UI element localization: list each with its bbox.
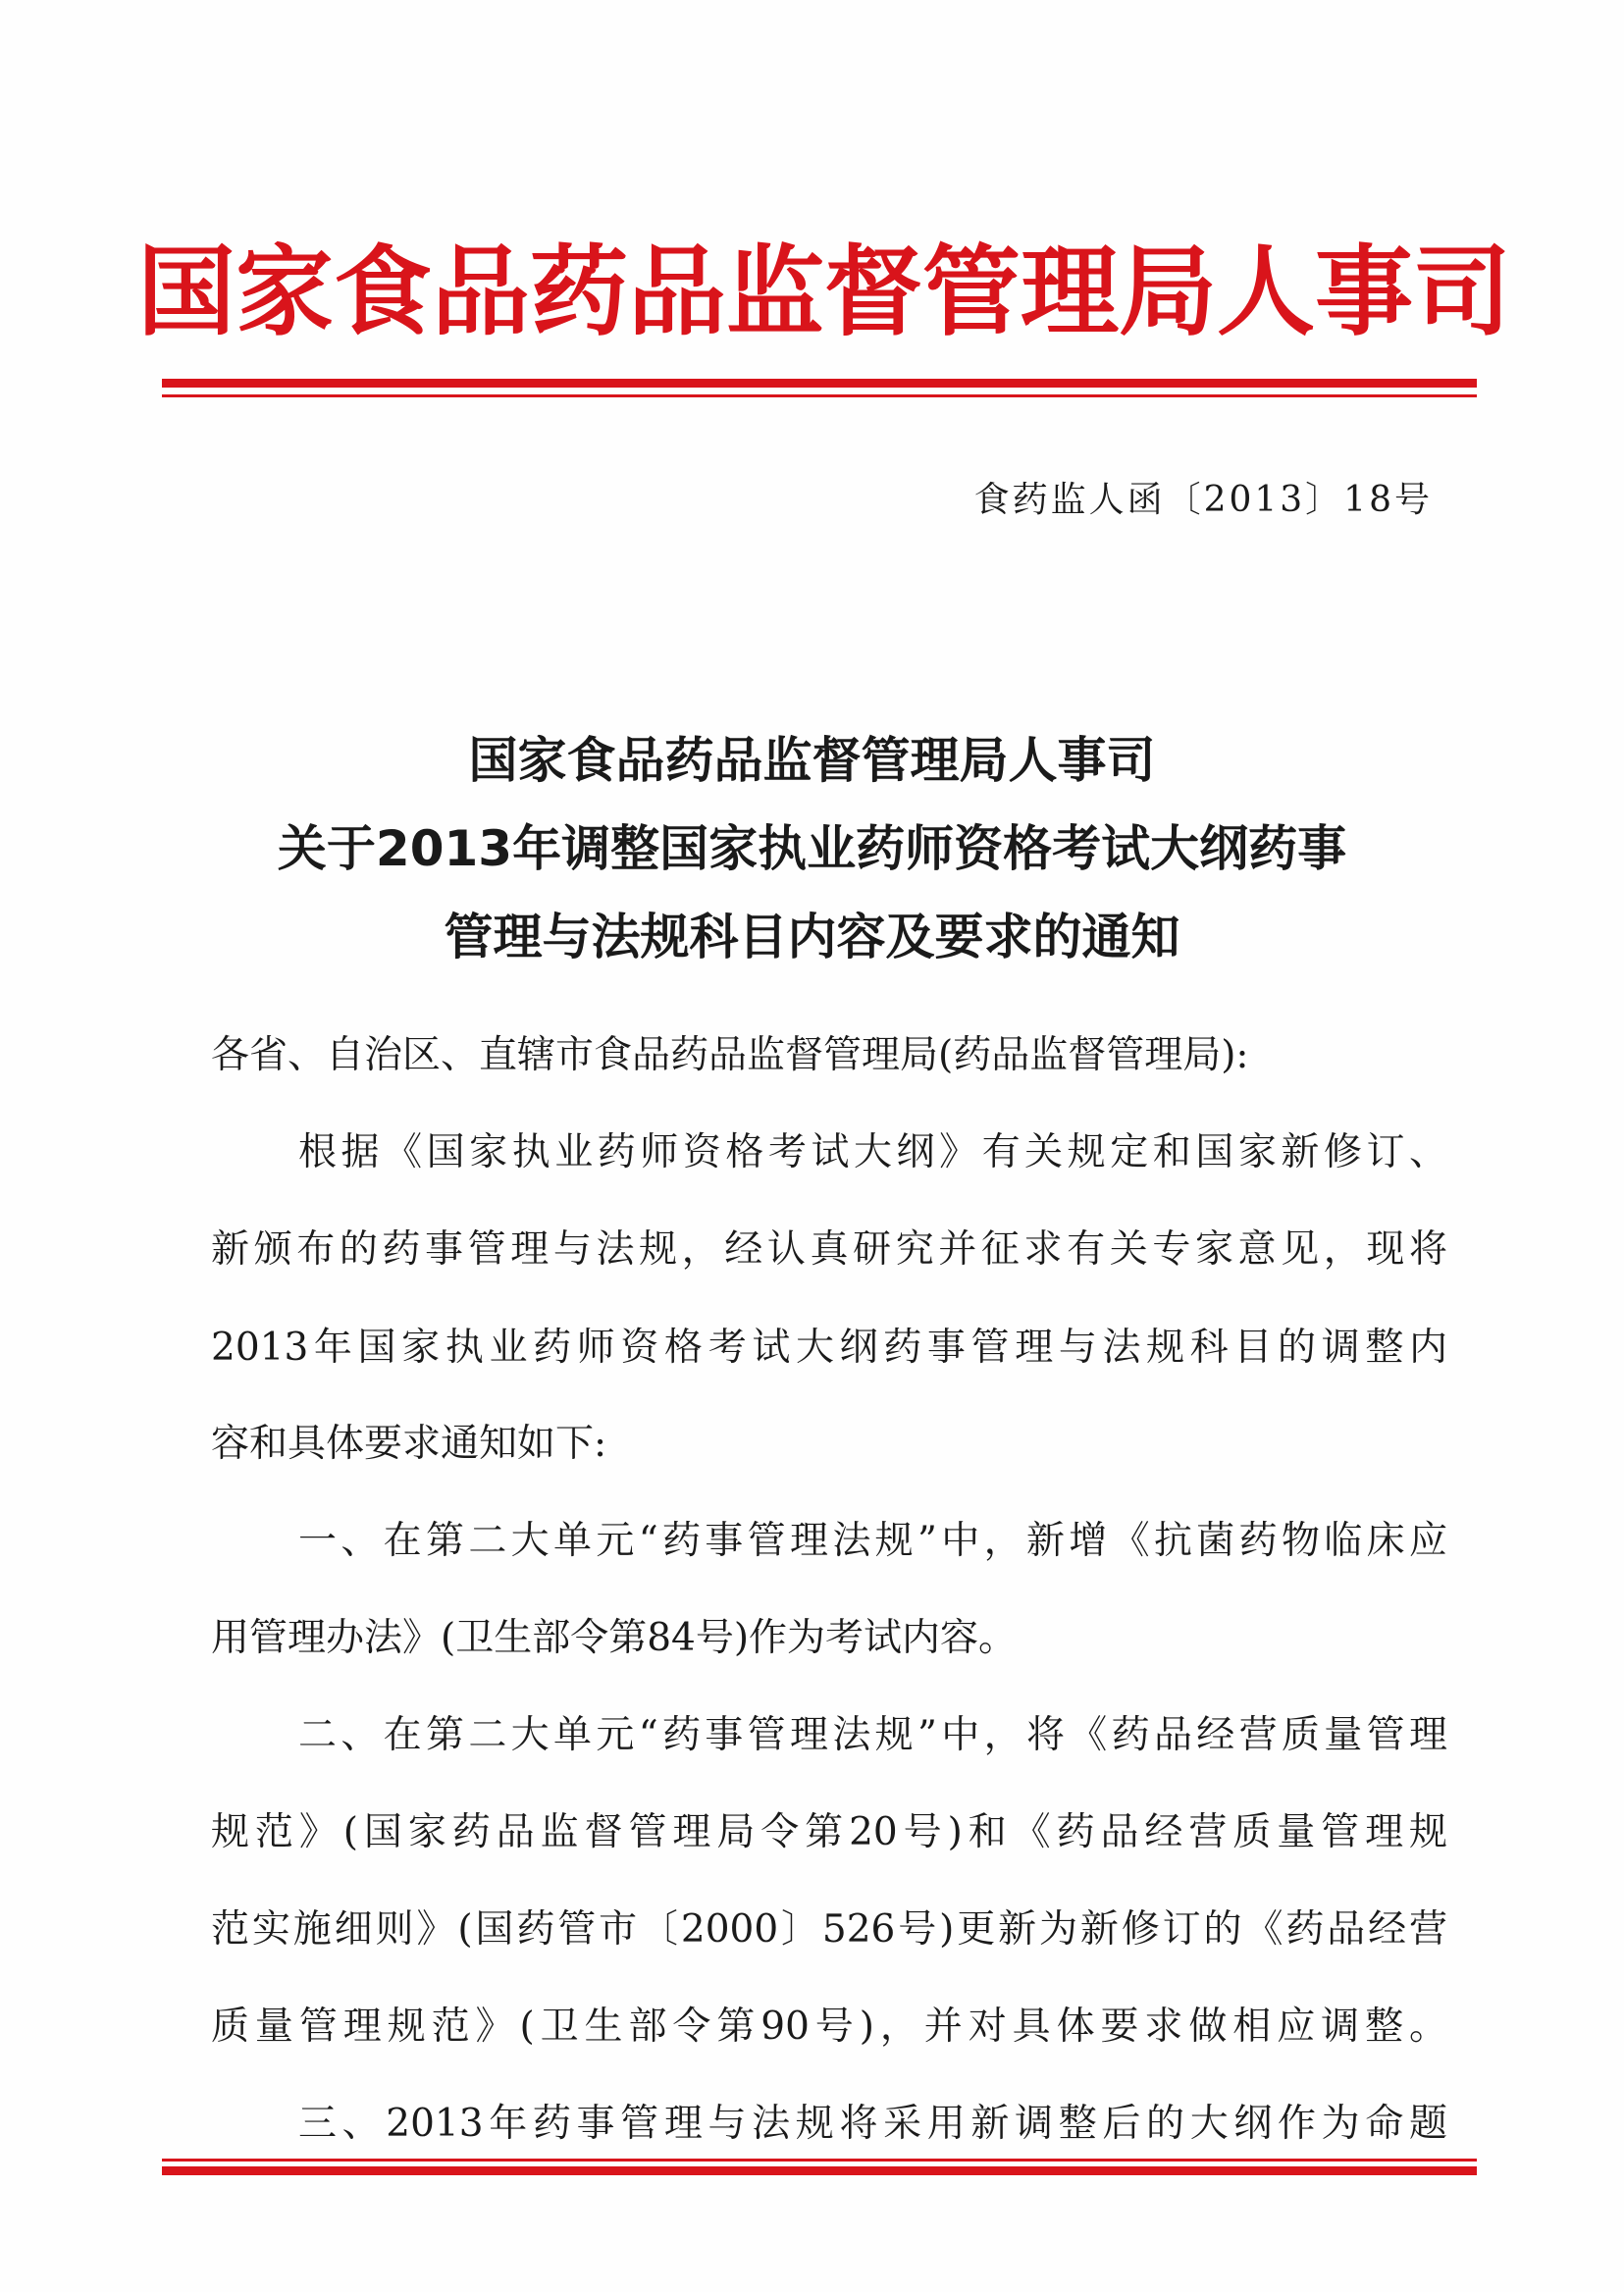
title-line: 关于2013年调整国家执业药师资格考试大纲药事 xyxy=(277,820,1347,877)
bottom-red-rule-thick xyxy=(162,2166,1477,2175)
paragraph-line: 规范》(国家药品监督管理局令第20号)和《药品经营质量管理规 xyxy=(211,1810,1447,1854)
paragraph-line: 一、在第二大单元“药事管理法规”中，新增《抗菌药物临床应 xyxy=(298,1519,1447,1563)
top-red-rule-thin xyxy=(162,394,1477,397)
title-line: 管理与法规科目内容及要求的通知 xyxy=(444,909,1180,965)
salutation: 各省、自治区、直辖市食品药品监督管理局(药品监督管理局): xyxy=(211,1033,1249,1077)
paragraph-line: 2013年国家执业药师资格考试大纲药事管理与法规科目的调整内 xyxy=(211,1326,1447,1370)
paragraph-line: 二、在第二大单元“药事管理法规”中，将《药品经营质量管理 xyxy=(298,1713,1447,1757)
title-line: 国家食品药品监督管理局人事司 xyxy=(468,732,1156,789)
paragraph-line: 新颁布的药事管理与法规，经认真研究并征求有关专家意见，现将 xyxy=(211,1227,1447,1272)
agency-masthead: 国家食品药品监督管理局人事司 xyxy=(137,234,1511,349)
bottom-red-rule-thin xyxy=(162,2159,1477,2162)
paragraph-line: 根据《国家执业药师资格考试大纲》有关规定和国家新修订、 xyxy=(298,1130,1447,1174)
document-title xyxy=(157,716,1467,981)
paragraph-line: 三、2013年药事管理与法规将采用新调整后的大纲作为命题 xyxy=(298,2102,1447,2146)
paragraph-line: 质量管理规范》(卫生部令第90号)，并对具体要求做相应调整。 xyxy=(211,2005,1447,2049)
paragraph-line: 用管理办法》(卫生部令第84号)作为考试内容。 xyxy=(211,1616,1018,1660)
paragraph-line: 容和具体要求通知如下: xyxy=(211,1422,607,1466)
top-red-rule-thick xyxy=(162,379,1477,388)
paragraph-line: 范实施细则》(国药管市〔2000〕526号)更新为新修订的《药品经营 xyxy=(211,1907,1447,1952)
document-number: 食药监人函〔2013〕18号 xyxy=(973,480,1433,520)
